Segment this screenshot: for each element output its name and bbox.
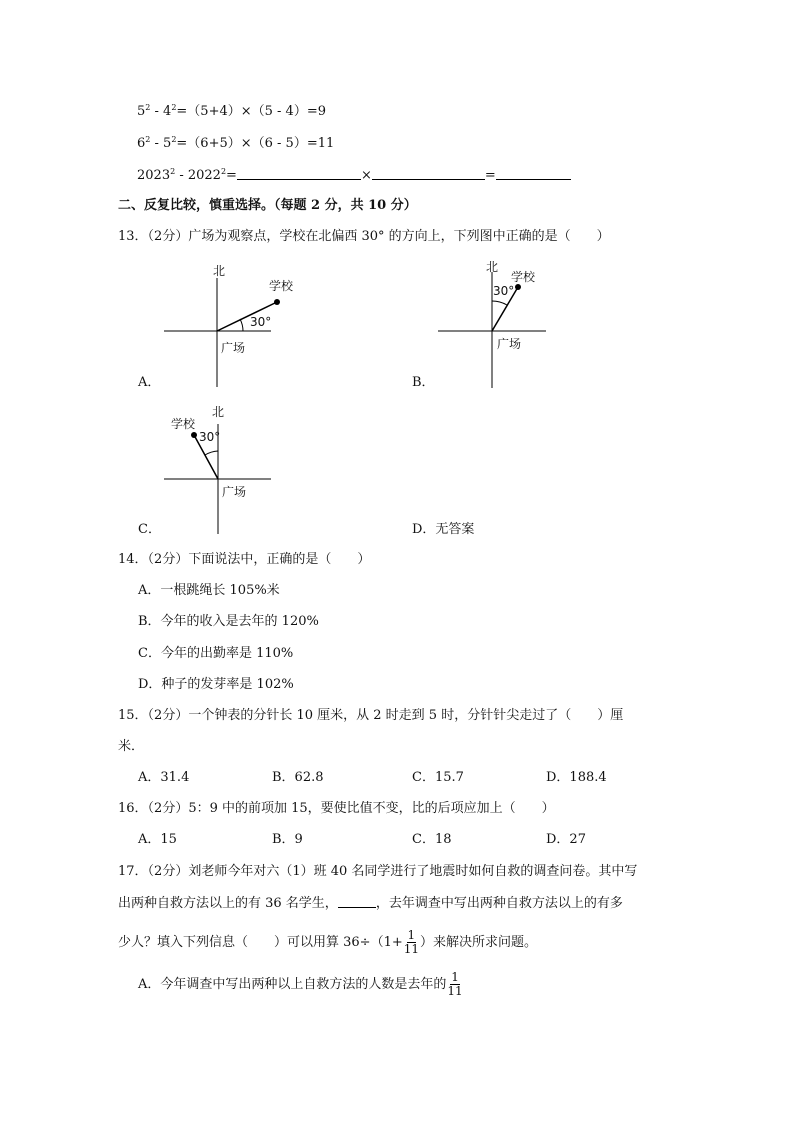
base: 5 — [137, 104, 146, 119]
minus-term: - 2022 — [175, 168, 221, 183]
figure-c-axes — [0, 0, 1, 1]
section-title: 二、反复比较，慎重选择。（每题 2 分，共 10 分） — [118, 198, 417, 213]
base: 2023 — [137, 168, 171, 183]
fraction-numerator: 1 — [407, 928, 416, 942]
fraction-denominator: 11 — [403, 942, 420, 956]
square-label: 广场 — [222, 485, 247, 499]
exponent: 2 — [171, 103, 177, 112]
option-b[interactable]: B． — [412, 375, 435, 390]
answer-blank-3[interactable] — [496, 167, 571, 180]
square-label: 广场 — [497, 337, 522, 351]
question-15-option-b[interactable]: B．62.8 — [272, 770, 324, 785]
stem-text: ，去年调查中写出两种自救方法以上的有多 — [375, 896, 623, 911]
equals: = — [484, 168, 496, 183]
stem-text: 少人？填入下列信息（ ）可以用算 36÷（1+ — [118, 935, 403, 950]
pattern-line-3 — [137, 167, 571, 184]
option-text: A．今年调查中写出两种以上自救方法的人数是去年的 — [138, 977, 447, 992]
question-14-option-d[interactable]: D．种子的发芽率是 102% — [138, 677, 294, 692]
stem-text: ）来解决所求问题。 — [420, 935, 538, 950]
school-label: 学校 — [171, 417, 196, 431]
equation-rest: =（5+4）×（5 - 4）=9 — [176, 104, 326, 119]
answer-blank-1[interactable] — [237, 167, 361, 180]
fraction-numerator: 1 — [451, 970, 459, 984]
north-label: 北 — [486, 260, 499, 274]
question-13-stem: 13．（2分）广场为观察点，学校在北偏西 30° 的方向上，下列图中正确的是（ ） — [118, 229, 610, 244]
exponent: 2 — [145, 135, 151, 144]
fill-blank[interactable] — [338, 895, 376, 908]
minus-term: - 5 — [150, 136, 172, 151]
option-d[interactable]: D．无答案 — [412, 522, 475, 537]
question-15-stem: 15．（2分）一个钟表的分针长 10 厘米，从 2 时走到 5 时，分针针尖走过了（ ）厘 — [118, 708, 624, 723]
fraction — [403, 929, 420, 956]
answer-blank-2[interactable] — [372, 167, 485, 180]
question-15-stem-cont: 米． — [118, 739, 145, 754]
question-14-option-b[interactable]: B．今年的收入是去年的 120% — [138, 614, 319, 629]
question-16-option-a[interactable]: A．15 — [138, 832, 177, 847]
question-16-option-b[interactable]: B．9 — [272, 832, 303, 847]
angle-label: 30° — [493, 284, 515, 298]
question-17-stem-line-1: 17．（2分）刘老师今年对六（1）班 40 名同学进行了地震时如何自救的调查问卷。其中写 — [118, 864, 638, 879]
question-14-option-c[interactable]: C．今年的出勤率是 110% — [138, 646, 294, 661]
question-14-option-a[interactable]: A．一根跳绳长 105%米 — [138, 583, 280, 598]
fraction — [446, 971, 463, 998]
square-label: 广场 — [221, 341, 246, 355]
question-15-option-a[interactable]: A．31.4 — [138, 770, 190, 785]
equation-rest: =（6+5）×（6 - 5）=11 — [176, 136, 335, 151]
fraction-denominator: 11 — [447, 984, 463, 998]
stem-text: 出两种自救方法以上的有 36 名学生， — [118, 896, 338, 911]
angle-label: 30° — [199, 430, 221, 444]
pattern-line-2 — [137, 136, 334, 152]
question-16-option-d[interactable]: D．27 — [546, 832, 586, 847]
exponent: 2 — [220, 167, 227, 176]
exponent: 2 — [170, 167, 176, 176]
minus-term: - 4 — [150, 104, 172, 119]
option-a[interactable]: A． — [138, 375, 161, 390]
exponent: 2 — [145, 103, 151, 112]
question-14-stem: 14．（2分）下面说法中，正确的是（ ） — [118, 552, 371, 567]
pattern-line-1 — [137, 104, 326, 120]
north-label: 北 — [212, 405, 225, 419]
school-label: 学校 — [511, 270, 536, 284]
question-17-option-a[interactable] — [138, 971, 464, 998]
option-c[interactable]: C． — [138, 522, 161, 537]
question-15-option-d[interactable]: D．188.4 — [546, 770, 607, 785]
question-17-stem-line-3 — [118, 929, 537, 956]
north-label: 北 — [213, 264, 226, 278]
exponent: 2 — [171, 135, 177, 144]
question-15-option-c[interactable]: C．15.7 — [412, 770, 464, 785]
angle-label: 30° — [250, 315, 272, 329]
question-17-stem-line-2 — [118, 895, 623, 912]
school-label: 学校 — [269, 279, 294, 293]
question-16-stem: 16．（2分）5：9 中的前项加 15，要使比值不变，比的后项应加上（ ） — [118, 801, 555, 816]
times: × — [360, 168, 372, 183]
base: 6 — [137, 136, 146, 151]
question-16-option-c[interactable]: C．18 — [412, 832, 452, 847]
equals: = — [226, 168, 237, 183]
